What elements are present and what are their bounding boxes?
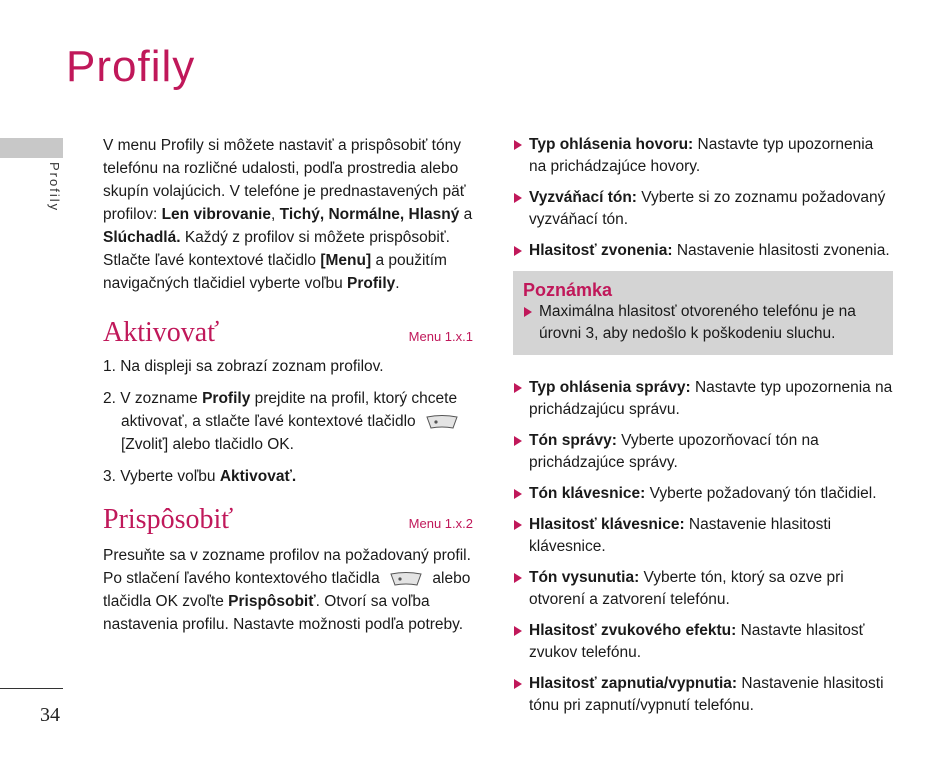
left-column	[103, 134, 473, 636]
triangle-bullet-icon	[524, 307, 532, 317]
activate-menu-ref: Menu 1.x.1	[408, 329, 473, 344]
setting-item: Hlasitosť zvukového efektu: Nastavte hlasitosť zvukov telefónu.	[513, 620, 893, 664]
setting-item: Vyzváňací tón: Vyberte si zo zoznamu požadovaný vyzváňací tón.	[513, 187, 893, 231]
activate-title: Aktivovať	[103, 317, 220, 348]
customize-menu-ref: Menu 1.x.2	[408, 516, 473, 531]
setting-item: Tón vysunutia: Vyberte tón, ktorý sa ozve pri otvorení a zatvorení telefónu.	[513, 567, 893, 611]
side-section-label: Profily	[47, 162, 62, 213]
activate-steps	[103, 355, 473, 488]
triangle-bullet-icon	[514, 436, 522, 446]
activate-step-3: 3. Vyberte voľbu Aktivovať.	[103, 468, 297, 485]
triangle-bullet-icon	[514, 193, 522, 203]
note-box	[513, 271, 893, 355]
triangle-bullet-icon	[514, 383, 522, 393]
setting-item: Hlasitosť zvonenia: Nastavenie hlasitosti zvonenia.	[513, 240, 893, 262]
customize-section-header	[103, 504, 473, 536]
setting-item: Tón klávesnice: Vyberte požadovaný tón tlačidiel.	[513, 483, 893, 505]
customize-paragraph: Presuňte sa v zozname profilov na požadovaný profil. Po stlačení ľavého kontextového tlačidla alebo tlačidla OK zvoľte Prispôsobiť. Otvorí sa voľba nastavenia profilu. Nastavte možnosti podľa potreby.	[103, 547, 471, 633]
left-softkey-icon	[426, 414, 458, 430]
page-title: Profily	[66, 42, 196, 91]
setting-item: Typ ohlásenia hovoru: Nastavte typ upozornenia na prichádzajúce hovory.	[513, 134, 893, 178]
customize-title: Prispôsobiť	[103, 504, 234, 535]
triangle-bullet-icon	[514, 246, 522, 256]
setting-item: Hlasitosť klávesnice: Nastavenie hlasitosti klávesnice.	[513, 514, 893, 558]
note-item: Maximálna hlasitosť otvoreného telefónu je na úrovni 3, aby nedošlo k poškodeniu sluchu.	[523, 301, 883, 345]
setting-item: Typ ohlásenia správy: Nastavte typ upozornenia na prichádzajúcu správu.	[513, 377, 893, 421]
left-softkey-icon	[390, 571, 422, 587]
triangle-bullet-icon	[514, 626, 522, 636]
page-number-rule	[0, 688, 63, 689]
intro-paragraph: V menu Profily si môžete nastaviť a prispôsobiť tóny telefónu na rozličné udalosti, podľa prostredia alebo skupín volajúcich. V telefóne je prednastavených päť profilov: Len vibrovanie, Tichý, Normálne, Hlasný a Slúchadlá. Každý z profilov si môžete prispôsobiť. Stlačte ľavé kontextové tlačidlo [Menu] a použitím navigačných tlačidiel vyberte voľbu Profily.	[103, 137, 473, 292]
activate-step-1: 1. Na displeji sa zobrazí zoznam profilov.	[103, 358, 384, 375]
triangle-bullet-icon	[514, 520, 522, 530]
setting-item: Tón správy: Vyberte upozorňovací tón na prichádzajúce správy.	[513, 430, 893, 474]
triangle-bullet-icon	[514, 140, 522, 150]
triangle-bullet-icon	[514, 679, 522, 689]
note-title: Poznámka	[523, 280, 613, 300]
activate-section-header	[103, 317, 473, 349]
triangle-bullet-icon	[514, 573, 522, 583]
setting-item: Hlasitosť zapnutia/vypnutia: Nastavenie hlasitosti tónu pri zapnutí/vypnutí telefónu.	[513, 673, 893, 717]
right-column	[513, 134, 893, 726]
page-number: 34	[40, 704, 60, 726]
triangle-bullet-icon	[514, 489, 522, 499]
activate-step-2: 2. V zozname Profily prejdite na profil, ktorý chcete aktivovať, a stlačte ľavé kontextové tlačidlo [Zvoliť] alebo tlačidlo OK.	[103, 390, 458, 453]
side-tab-marker	[0, 138, 63, 158]
